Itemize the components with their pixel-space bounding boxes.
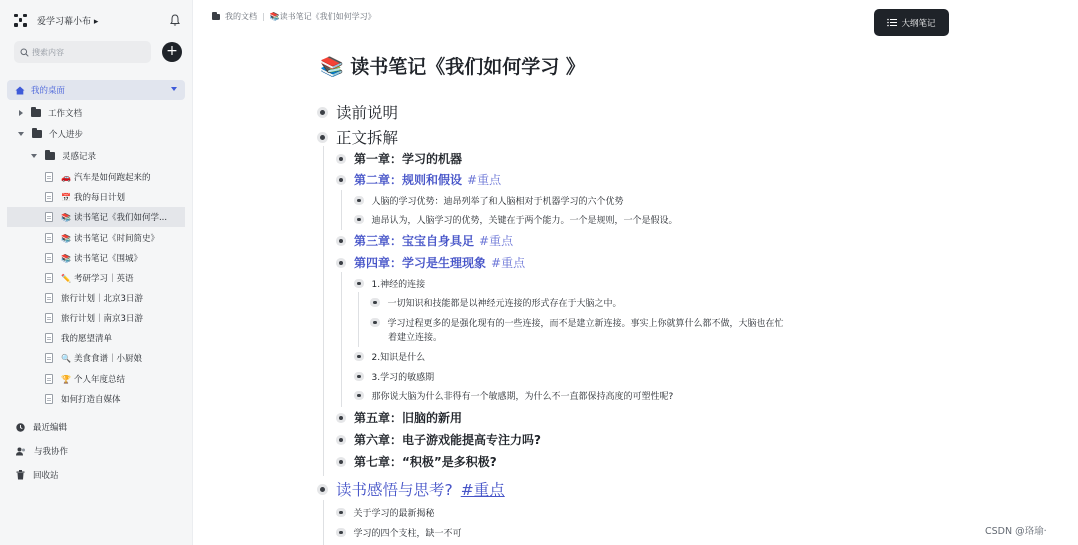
- document-icon: [45, 313, 53, 323]
- document-icon: [45, 233, 53, 243]
- tag-link[interactable]: #重点: [460, 481, 505, 499]
- chevron-right-icon[interactable]: [19, 110, 23, 116]
- outline-text[interactable]: 人脑的学习优势：迪昂列举了和人脑相对于机器学习的六个优势: [371, 197, 624, 207]
- sidebar-item-label: 与我协作: [34, 447, 69, 457]
- tree-item-doc[interactable]: [45, 268, 133, 288]
- tree-item-doc[interactable]: [45, 348, 142, 368]
- outline-node[interactable]: [339, 453, 497, 470]
- chevron-down-icon[interactable]: [31, 154, 37, 158]
- tree-item-ideas[interactable]: [31, 146, 96, 166]
- tag-link[interactable]: #重点: [491, 256, 526, 270]
- outline-node[interactable]: [373, 316, 784, 329]
- page-title: 📚 读书笔记《我们如何学习 》: [320, 56, 585, 78]
- outline-text[interactable]: 第七章：“积极”是多积极?: [354, 455, 497, 469]
- trophy-icon: 🏆: [61, 374, 71, 384]
- outline-node[interactable]: [357, 194, 624, 207]
- outline-node[interactable]: [339, 150, 462, 167]
- sidebar-item-desk[interactable]: [7, 80, 185, 100]
- outline-text[interactable]: 2.知识是什么: [371, 353, 426, 363]
- outline-text[interactable]: 关于学习的最新揭秘: [353, 509, 435, 519]
- tree-item-label: 我的愿望清单: [61, 334, 113, 344]
- tag-link[interactable]: #重点: [467, 173, 502, 187]
- bell-icon[interactable]: [168, 13, 182, 27]
- trash-icon: [16, 470, 25, 480]
- books-icon: 📚: [61, 253, 71, 263]
- sidebar-item-label: 回收站: [33, 471, 59, 481]
- breadcrumb-current: 📚读书笔记《我们如何学习》: [269, 12, 376, 21]
- outline-node[interactable]: [357, 350, 425, 363]
- tag-link[interactable]: #重点: [479, 234, 514, 248]
- outline-guide-line: [358, 292, 359, 347]
- outline-text[interactable]: 读书感悟与思考?: [336, 481, 453, 499]
- outline-guide-line: [341, 190, 342, 230]
- workspace-logo-icon: [14, 14, 27, 27]
- tree-item-label: 个人年度总结: [73, 375, 125, 385]
- tree-item-label: 工作文档: [48, 109, 83, 119]
- outline-node[interactable]: [320, 101, 398, 123]
- outline-node[interactable]: [339, 254, 525, 271]
- tree-item-doc[interactable]: [45, 288, 143, 308]
- folder-icon: [32, 130, 42, 138]
- outline-text[interactable]: 1.神经的连接: [371, 280, 426, 290]
- outline-button-label: 大纲笔记: [901, 18, 936, 29]
- outline-text[interactable]: 迪昂认为，人脑学习的优势，关键在于两个能力。一个是规则，一个是假设。: [371, 216, 678, 226]
- outline-node[interactable]: [339, 506, 435, 519]
- search-input[interactable]: [32, 48, 142, 57]
- outline-text[interactable]: 一切知识和技能都是以神经元连接的形式存在于大脑之中。: [387, 299, 622, 309]
- outline-node[interactable]: [320, 478, 505, 500]
- breadcrumb: [212, 11, 376, 22]
- workspace-name[interactable]: 爱学习幕小布 ▸: [37, 16, 99, 27]
- tree-item-label: 读书笔记《我们如何学...: [73, 213, 168, 223]
- document-icon: [45, 212, 53, 222]
- document-icon: [45, 172, 53, 182]
- tree-item-doc[interactable]: [45, 248, 142, 268]
- chevron-down-icon[interactable]: [171, 87, 177, 91]
- bullet-icon[interactable]: [339, 438, 343, 442]
- outline-node[interactable]: [339, 526, 462, 539]
- outline-text[interactable]: 3.学习的敏感期: [371, 373, 435, 383]
- outline-node[interactable]: [357, 370, 434, 383]
- outline-notes-button[interactable]: [874, 9, 949, 36]
- outline-text[interactable]: 正文拆解: [336, 129, 399, 147]
- outline-text[interactable]: 第五章：旧脑的新用: [354, 411, 463, 425]
- chevron-down-icon[interactable]: [18, 132, 24, 136]
- sidebar-item-shared[interactable]: [16, 443, 68, 459]
- outline-text[interactable]: 学习的四个支柱，缺一不可: [353, 529, 462, 539]
- outline-node[interactable]: [320, 126, 398, 148]
- breadcrumb-separator: |: [262, 12, 265, 21]
- tree-item-doc[interactable]: [45, 369, 125, 389]
- tree-item-doc[interactable]: [45, 228, 159, 248]
- outline-node[interactable]: [339, 409, 462, 426]
- document-icon: [45, 293, 53, 303]
- outline-node[interactable]: [339, 232, 513, 249]
- outline-guide-line: [323, 500, 324, 545]
- tree-item-doc[interactable]: [45, 389, 121, 409]
- tree-item-label: 如何打造自媒体: [61, 395, 121, 405]
- outline-guide-line: [341, 272, 342, 407]
- tree-item-label: 旅行计划｜北京3日游: [61, 294, 143, 304]
- sidebar-item-label: 最近编辑: [33, 423, 68, 433]
- bullet-icon[interactable]: [357, 199, 361, 203]
- outline-text[interactable]: 第三章：宝宝自身具足: [354, 234, 475, 248]
- outline-text-continuation[interactable]: 着建立连接。: [388, 333, 443, 343]
- folder-icon: [212, 14, 220, 20]
- outline-guide-line: [323, 146, 324, 476]
- bullet-icon[interactable]: [373, 321, 377, 325]
- tree-item-personal[interactable]: [18, 124, 83, 144]
- outline-node[interactable]: [357, 213, 678, 226]
- folder-icon: [31, 109, 41, 117]
- tree-item-work-docs[interactable]: [19, 103, 82, 123]
- tree-item-doc-selected[interactable]: [7, 207, 185, 227]
- bullet-icon[interactable]: [339, 511, 343, 515]
- magnifier-icon: 🔍: [61, 353, 71, 363]
- outline-text[interactable]: 学习过程更多的是强化现有的一些连接，而不是建立新连接。事实上你就算什么都不做，大脑也在忙: [387, 319, 784, 329]
- watermark: CSDN @珞瑜·: [985, 526, 1047, 537]
- outline-node[interactable]: [357, 389, 673, 402]
- document-icon: [45, 374, 53, 384]
- workspace-header[interactable]: [14, 12, 184, 28]
- sidebar-item-label: 我的桌面: [31, 86, 66, 96]
- tree-item-label: 个人进步: [49, 130, 84, 140]
- books-icon: 📚: [61, 233, 71, 243]
- bullet-icon[interactable]: [373, 301, 377, 305]
- users-icon: [16, 447, 26, 456]
- tree-item-doc[interactable]: [45, 328, 112, 348]
- bullet-icon[interactable]: [320, 135, 325, 140]
- tree-item-label: 读书笔记《时间简史》: [73, 234, 159, 244]
- bullet-icon[interactable]: [357, 394, 361, 398]
- outline-text[interactable]: 第六章：电子游戏能提高专注力吗?: [354, 433, 541, 447]
- bullet-icon[interactable]: [339, 261, 343, 265]
- bullet-icon[interactable]: [357, 355, 361, 359]
- sidebar-item-trash[interactable]: [16, 467, 59, 483]
- bullet-icon[interactable]: [339, 178, 343, 182]
- add-button[interactable]: +: [162, 42, 182, 62]
- bullet-icon[interactable]: [339, 239, 343, 243]
- bullet-icon[interactable]: [339, 416, 343, 420]
- bullet-icon[interactable]: [339, 531, 343, 535]
- outline-node[interactable]: [373, 296, 622, 309]
- pencil-icon: ✏️: [61, 273, 71, 283]
- bullet-icon[interactable]: [320, 487, 325, 492]
- car-icon: 🚗: [61, 172, 71, 182]
- outline-node[interactable]: [357, 277, 425, 290]
- bullet-icon[interactable]: [357, 218, 361, 222]
- search-box[interactable]: [14, 41, 151, 63]
- tree-item-doc[interactable]: [45, 167, 150, 187]
- folder-icon: [45, 152, 55, 160]
- sidebar: [0, 0, 193, 545]
- list-icon: [887, 18, 897, 27]
- tree-item-label: 读书笔记《围城》: [73, 254, 142, 264]
- outline-text[interactable]: 第四章：学习是生理现象: [354, 256, 487, 270]
- document-icon: [45, 273, 53, 283]
- outline-node[interactable]: [339, 431, 541, 448]
- calendar-icon: 📅: [61, 192, 71, 202]
- bullet-icon[interactable]: [320, 110, 325, 115]
- clock-icon: [16, 423, 25, 432]
- bullet-icon[interactable]: [339, 157, 343, 161]
- books-icon: 📚: [61, 212, 71, 222]
- document-icon: [45, 333, 53, 343]
- tree-item-label: 汽车是如何跑起来的: [73, 173, 151, 183]
- outline-text[interactable]: 第一章：学习的机器: [354, 152, 463, 166]
- tree-item-label: 考研学习｜英语: [73, 274, 134, 284]
- home-icon: [15, 86, 25, 95]
- bullet-icon[interactable]: [357, 282, 361, 286]
- document-icon: [45, 253, 53, 263]
- bullet-icon[interactable]: [339, 460, 343, 464]
- tree-item-label: 我的每日计划: [73, 193, 125, 203]
- search-icon: [20, 48, 29, 57]
- tree-item-doc[interactable]: [45, 308, 143, 328]
- sidebar-item-recent[interactable]: [16, 419, 67, 435]
- tree-item-label: 旅行计划｜南京3日游: [61, 314, 143, 324]
- outline-text[interactable]: 那你说大脑为什么非得有一个敏感期，为什么不一直都保持高度的可塑性呢?: [371, 392, 674, 402]
- document-icon: [45, 192, 53, 202]
- document-icon: [45, 353, 53, 363]
- breadcrumb-root[interactable]: 我的文档: [225, 12, 257, 21]
- outline-node[interactable]: [339, 171, 501, 188]
- tree-item-label: 灵感记录: [62, 152, 97, 162]
- tree-item-doc[interactable]: [45, 187, 125, 207]
- bullet-icon[interactable]: [357, 375, 361, 379]
- outline-text[interactable]: 读前说明: [336, 104, 399, 122]
- tree-item-label: 美食食谱｜小厨娘: [73, 354, 142, 364]
- document-icon: [45, 394, 53, 404]
- outline-text[interactable]: 第二章：规则和假设: [354, 173, 463, 187]
